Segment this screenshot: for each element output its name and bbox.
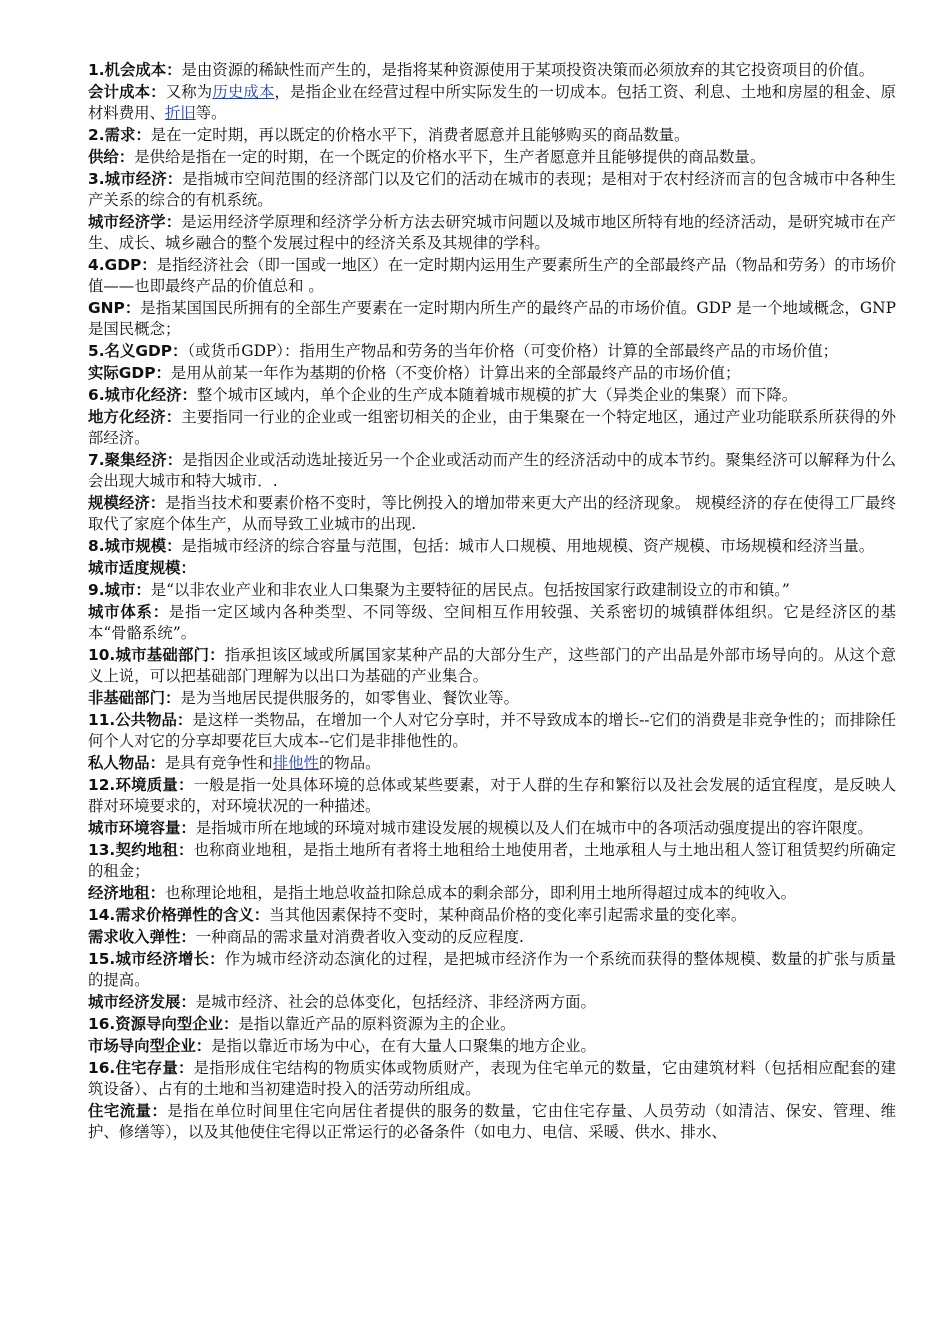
glossary-entry <box>88 710 896 752</box>
glossary-entry <box>88 1014 896 1035</box>
term-label: 会计成本： <box>88 83 166 101</box>
glossary-entry <box>88 840 896 882</box>
term-label: 城市体系： <box>88 603 169 621</box>
glossary-entry <box>88 775 896 817</box>
term-label: 城市适度规模： <box>88 559 196 577</box>
definition-text: 是指形成住宅结构的物质实体或物质财产，表现为住宅单元的数量，它由建筑材料（包括相应配套的建筑设备）、占有的土地和当初建造时投入的活劳动所组成。 <box>88 1059 896 1098</box>
term-label: 非基础部门： <box>88 689 181 707</box>
glossary-entry <box>88 558 896 579</box>
hyperlink[interactable]: 排他性 <box>272 754 319 772</box>
definition-text: 是指城市所在地域的环境对城市建设发展的规模以及人们在城市中的各项活动强度提出的容许限度。 <box>195 819 873 837</box>
term-label: 13.契约地租： <box>88 841 194 859</box>
glossary-entry <box>88 688 896 709</box>
term-label: GNP： <box>88 299 141 317</box>
term-label: 5.名义GDP： <box>88 342 188 360</box>
definition-text: 是为当地居民提供服务的，如零售业、餐饮业等。 <box>180 689 519 707</box>
term-label: 9.城市： <box>88 581 151 599</box>
term-label: 2.需求： <box>88 126 151 144</box>
definition-text: 是具有竞争性和 <box>164 754 273 772</box>
definition-text: 整个城市区域内，单个企业的生产成本随着城市规模的扩大（异类企业的集聚）而下降。 <box>196 386 798 404</box>
glossary-entry <box>88 450 896 492</box>
glossary-entry <box>88 580 896 601</box>
definition-text: 作为城市经济动态演化的过程，是把城市经济作为一个系统而获得的整体规模、数量的扩张与质量的提高。 <box>88 950 896 989</box>
glossary-entry <box>88 927 896 948</box>
term-label: 经济地租： <box>88 884 165 902</box>
definition-text: 主要指同一行业的企业或一组密切相关的企业，由于集聚在一个特定地区，通过产业功能联系所获得的外部经济。 <box>88 408 896 447</box>
term-label: 规模经济： <box>88 494 166 512</box>
glossary-entry <box>88 82 896 124</box>
definition-text: 是指某国国民所拥有的全部生产要素在一定时期内所生产的最终产品的市场价值。GDP 是一个地域概念，GNP 是国民概念； <box>88 299 896 338</box>
term-label: 10.城市基础部门： <box>88 646 225 664</box>
glossary-entry <box>88 212 896 254</box>
definition-text: 是“以非农业产业和非农业人口集聚为主要特征的居民点。包括按国家行政建制设立的市和镇。” <box>150 581 790 599</box>
glossary-entry <box>88 883 896 904</box>
definition-text: 是这样一类物品，在增加一个人对它分享时，并不导致成本的增长--它们的消费是非竞争性的；而排除任何个人对它的分享却要花巨大成本--它们是非排他性的。 <box>88 711 896 750</box>
hyperlink[interactable]: 历史成本 <box>212 83 275 101</box>
glossary-entry <box>88 255 896 297</box>
glossary-entry <box>88 602 896 644</box>
term-label: 16.住宅存量： <box>88 1059 194 1077</box>
definition-text: 是指经济社会（即一国或一地区）在一定时期内运用生产要素所生产的全部最终产品（物品和劳务）的市场价值——也即最终产品的价值总和 。 <box>88 256 896 295</box>
glossary-entry <box>88 385 896 406</box>
glossary-entry <box>88 1058 896 1100</box>
term-label: 12.环境质量： <box>88 776 194 794</box>
definition-text: 是指因企业或活动选址接近另一个企业或活动而产生的经济活动中的成本节约。聚集经济可以解释为什么会出现大城市和特大城市．. <box>88 451 896 490</box>
definition-text: 是由资源的稀缺性而产生的，是指将某种资源使用于某项投资决策而必须放弃的其它投资项目的价值。 <box>181 61 875 79</box>
definition-text: 是运用经济学原理和经济学分析方法去研究城市问题以及城市地区所特有地的经济活动，是研究城市在产生、成长、城乡融合的整个发展过程中的经济关系及其规律的学科。 <box>88 213 896 252</box>
term-label: 市场导向型企业： <box>88 1037 212 1055</box>
glossary-entry <box>88 949 896 991</box>
glossary-entry <box>88 992 896 1013</box>
glossary-entry <box>88 407 896 449</box>
term-label: 城市经济发展： <box>88 993 196 1011</box>
glossary-entry <box>88 493 896 535</box>
hyperlink[interactable]: 折旧 <box>164 104 196 122</box>
term-label: 地方化经济： <box>88 408 182 426</box>
glossary-entry <box>88 1101 896 1143</box>
term-label: 城市环境容量： <box>88 819 196 837</box>
term-label: 实际GDP： <box>88 364 171 382</box>
definition-text: 是指城市经济的综合容量与范围，包括：城市人口规模、用地规模、资产规模、市场规模和经济当量。 <box>181 537 875 555</box>
term-label: 6.城市化经济： <box>88 386 197 404</box>
definition-text: 当其他因素保持不变时，某种商品价格的变化率引起需求量的变化率。 <box>269 906 747 924</box>
definition-text: 又称为 <box>165 83 213 101</box>
document-body <box>88 60 896 1144</box>
glossary-entry <box>88 147 896 168</box>
term-label: 1.机会成本： <box>88 61 182 79</box>
definition-text: （或货币GDP）：指用生产物品和劳务的当年价格（可变价格）计算的全部最终产品的市场价值； <box>187 342 839 360</box>
definition-text: 一般是指一处具体环境的总体或某些要素，对于人群的生存和繁衍以及社会发展的适宜程度，是反映人群对环境要求的，对环境状况的一种描述。 <box>88 776 896 815</box>
definition-text: 是在一定时期，再以既定的价格水平下，消费者愿意并且能够购买的商品数量。 <box>150 126 690 144</box>
glossary-entry <box>88 169 896 211</box>
definition-text: 也称商业地租，是指土地所有者将土地租给土地使用者，土地承租人与土地出租人签订租赁契约所确定的租金； <box>88 841 896 880</box>
term-label: 8.城市规模： <box>88 537 182 555</box>
glossary-entry <box>88 125 896 146</box>
definition-text: 是指以靠近市场为中心，在有大量人口聚集的地方企业。 <box>211 1037 596 1055</box>
term-label: 供给： <box>88 148 135 166</box>
term-label: 11.公共物品： <box>88 711 193 729</box>
definition-text: 也称理论地租，是指土地总收益扣除总成本的剩余部分，即利用土地所得超过成本的纯收入。 <box>164 884 796 902</box>
term-label: 需求收入弹性： <box>88 928 196 946</box>
definition-text: 指承担该区域或所属国家某种产品的大部分生产，这些部门的产出品是外部市场导向的。从这个意义上说，可以把基础部门理解为以出口为基础的产业集合。 <box>88 646 896 685</box>
term-label: 7.聚集经济： <box>88 451 183 469</box>
glossary-entry <box>88 905 896 926</box>
glossary-entry <box>88 341 896 362</box>
definition-text: 是供给是指在一定的时期，在一个既定的价格水平下，生产者愿意并且能够提供的商品数量。 <box>134 148 766 166</box>
term-label: 私人物品： <box>88 754 165 772</box>
glossary-entry <box>88 298 896 340</box>
definition-text: 是指在单位时间里住宅向居住者提供的服务的数量，它由住宅存量、人员劳动（如清洁、保安、管理、维护、修缮等），以及其他使住宅得以正常运行的必备条件（如电力、电信、采暖、供水、排水、 <box>88 1102 896 1141</box>
term-label: 住宅流量： <box>88 1102 168 1120</box>
term-label: 4.GDP： <box>88 256 157 274</box>
definition-text: 是指当技术和要素价格不变时，等比例投入的增加带来更大产出的经济现象。 规模经济的存在使得工厂最终取代了家庭个体生产，从而导致工业城市的出现. <box>88 494 896 533</box>
glossary-entry <box>88 60 896 81</box>
definition-text: 是指以靠近产品的原料资源为主的企业。 <box>238 1015 516 1033</box>
definition-text: 等。 <box>195 104 227 122</box>
term-label: 14.需求价格弹性的含义： <box>88 906 270 924</box>
term-label: 3.城市经济： <box>88 170 183 188</box>
glossary-entry <box>88 645 896 687</box>
definition-text: 是城市经济、社会的总体变化，包括经济、非经济两方面。 <box>195 993 596 1011</box>
term-label: 15.城市经济增长： <box>88 950 225 968</box>
glossary-entry <box>88 1036 896 1057</box>
definition-text: 的物品。 <box>318 754 381 772</box>
glossary-entry <box>88 753 896 774</box>
term-label: 16.资源导向型企业： <box>88 1015 239 1033</box>
definition-text: 是用从前某一年作为基期的价格（不变价格）计算出来的全部最终产品的市场价值； <box>170 364 741 382</box>
glossary-entry <box>88 363 896 384</box>
definition-text: 是指城市空间范围的经济部门以及它们的活动在城市的表现；是相对于农村经济而言的包含城市中各种生产关系的综合的有机系统。 <box>88 170 896 209</box>
glossary-entry <box>88 818 896 839</box>
glossary-entry <box>88 536 896 557</box>
definition-text: 是指一定区域内各种类型、不同等级、空间相互作用较强、关系密切的城镇群体组织。它是经济区的基本“骨骼系统”。 <box>88 603 896 642</box>
term-label: 城市经济学： <box>88 213 182 231</box>
definition-text: ，是指企业在经营过程中所实际发生的一切成本。包括工资、利息、土地和房屋的租金、原材料费用、 <box>88 83 896 122</box>
definition-text: 一种商品的需求量对消费者收入变动的反应程度. <box>195 928 524 946</box>
